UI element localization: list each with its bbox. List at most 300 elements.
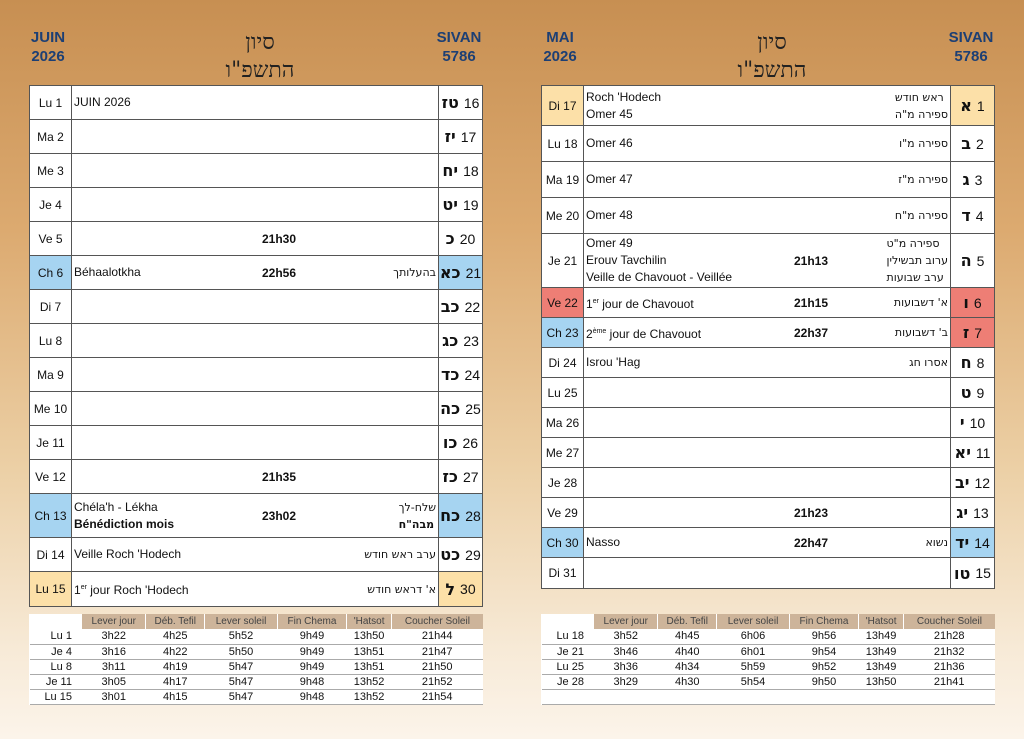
event-line: Veille Roch 'Hodech	[74, 547, 182, 561]
time-cell: 13h49	[859, 644, 903, 659]
hebrew-event-line: ספירה מ"ז	[898, 173, 948, 186]
event-line: Isrou 'Hag	[586, 355, 641, 369]
column-header: Lever soleil	[717, 614, 789, 629]
hebrew-year: התשפ"ו	[737, 58, 807, 83]
hebrew-event-line: א' דראש חודש	[367, 582, 436, 596]
time-cell: 21h44	[391, 629, 483, 644]
right-page	[512, 0, 1024, 739]
day-label: Me 10	[30, 392, 72, 425]
hebrew-date-letter: יג	[956, 503, 969, 522]
day-event-cell	[584, 468, 950, 497]
day-label: Lu 25	[542, 378, 584, 407]
day-row	[30, 290, 482, 324]
empty-cell	[789, 689, 859, 704]
hebrew-event-text	[895, 318, 948, 347]
table-row	[542, 674, 996, 689]
day-row	[30, 188, 482, 222]
column-header	[30, 614, 82, 629]
hebrew-date	[950, 558, 994, 588]
time-cell: 21h54	[391, 689, 483, 704]
time-cell: 4h17	[146, 674, 205, 689]
hebrew-date	[438, 290, 482, 323]
time-cell: 13h52	[347, 674, 391, 689]
hebrew-date	[438, 324, 482, 357]
event-line: Bénédiction mois	[74, 516, 175, 531]
hebrew-date-letter: ל	[445, 579, 456, 599]
hebrew-date-letter: כא	[439, 263, 461, 282]
day-event-cell	[72, 154, 438, 187]
hebrew-calendar-month: SIVAN	[948, 29, 994, 46]
time-cell: 13h51	[347, 659, 391, 674]
day-label: Je 11	[30, 426, 72, 459]
time-cell: 13h49	[859, 659, 903, 674]
hebrew-calendar-header	[944, 28, 998, 66]
hebrew-date-letter: טז	[441, 93, 459, 112]
event-text	[74, 256, 141, 289]
hebrew-date	[950, 126, 994, 161]
time-cell: 5h50	[205, 644, 277, 659]
event-line: Chéla'h - Lékha	[74, 499, 158, 514]
time-cell: 21h50	[391, 659, 483, 674]
column-header	[542, 614, 594, 629]
day-label: Ma 26	[542, 408, 584, 437]
event-line: JUIN 2026	[74, 95, 131, 109]
hebrew-date-letter: כ	[445, 229, 455, 248]
hebrew-header	[702, 29, 842, 85]
time-cell: 3h01	[82, 689, 146, 704]
hebrew-date	[438, 494, 482, 537]
time-cell: 21h28	[903, 629, 995, 644]
zmanim-table-wrap	[541, 614, 995, 705]
event-line: Omer 45	[586, 106, 633, 121]
day-event-cell	[584, 558, 950, 588]
day-event-cell	[584, 438, 950, 467]
event-line: Erouv Tavchilin	[586, 253, 667, 267]
hebrew-date-letter: יט	[442, 195, 458, 214]
day-label: Je 4	[30, 188, 72, 221]
day-label: Me 27	[542, 438, 584, 467]
hebrew-date-number: 21	[465, 264, 482, 281]
hebrew-date	[438, 392, 482, 425]
day-row	[30, 120, 482, 154]
row-day: Lu 8	[30, 659, 82, 674]
event-line	[586, 323, 701, 343]
time-cell: 3h05	[82, 674, 146, 689]
hebrew-date-number: 1	[976, 97, 985, 114]
hebrew-event-text	[895, 86, 948, 125]
event-line: Omer 48	[586, 208, 633, 222]
zmanim-table	[541, 614, 995, 705]
hebrew-date	[950, 378, 994, 407]
column-header: Fin Chema	[277, 614, 347, 629]
hebrew-event-line: ב' דשבועות	[894, 326, 948, 339]
gregorian-header	[540, 28, 580, 66]
day-label: Ve 29	[542, 498, 584, 527]
hebrew-event-line: בהעלותך	[393, 266, 436, 279]
hebrew-date-number: 13	[973, 504, 989, 521]
time-cell: 3h46	[594, 644, 658, 659]
day-label: Je 28	[542, 468, 584, 497]
hebrew-date-letter: י	[959, 413, 965, 432]
event-label: jour de Chavouot	[602, 296, 694, 311]
time-cell: 13h52	[347, 689, 391, 704]
day-label: Lu 8	[30, 324, 72, 357]
column-header: Lever jour	[594, 614, 658, 629]
hebrew-date-letter: ה	[960, 251, 972, 270]
event-text	[74, 86, 131, 119]
hebrew-date	[950, 408, 994, 437]
zmanim-table-wrap	[29, 614, 483, 705]
day-event-cell	[584, 126, 950, 161]
hebrew-date-number: 3	[974, 171, 983, 188]
day-event-cell	[72, 324, 438, 357]
day-row	[542, 288, 994, 318]
hebrew-event-line: מבה"ח	[398, 517, 435, 531]
hebrew-date-letter: ג	[962, 170, 970, 189]
hebrew-event-line: ספירה מ"ו	[899, 137, 948, 150]
time-cell: 3h36	[594, 659, 658, 674]
hebrew-date-number: 25	[465, 400, 481, 417]
day-label: Lu 18	[542, 126, 584, 161]
hebrew-event-text	[887, 234, 949, 287]
time-cell: 5h47	[205, 674, 277, 689]
empty-cell	[542, 689, 594, 704]
time-cell: 13h49	[859, 629, 903, 644]
event-line: Omer 49	[586, 236, 633, 250]
day-event-cell	[72, 426, 438, 459]
empty-cell	[903, 689, 995, 704]
day-event-cell	[72, 538, 438, 571]
hebrew-date-number: 9	[976, 384, 985, 401]
day-label: Ch 23	[542, 318, 584, 347]
hebrew-date-number: 26	[462, 434, 479, 451]
day-label: Ch 13	[30, 494, 72, 537]
hebrew-date	[950, 234, 994, 287]
row-day: Lu 1	[30, 629, 82, 644]
day-row	[30, 324, 482, 358]
event-text	[586, 86, 661, 125]
event-text	[586, 162, 633, 197]
event-line: Veille de Chavouot - Veillée	[586, 270, 733, 284]
hebrew-date	[950, 438, 994, 467]
day-event-cell	[72, 86, 438, 119]
day-event-cell	[584, 498, 950, 527]
day-label: Ch 30	[542, 528, 584, 557]
hebrew-date-number: 11	[975, 444, 991, 461]
hebrew-date	[438, 358, 482, 391]
hebrew-event-text	[364, 538, 436, 571]
time-cell: 3h52	[594, 629, 658, 644]
time-cell: 9h50	[789, 674, 859, 689]
hebrew-event-text	[367, 572, 436, 606]
day-row	[30, 86, 482, 120]
day-row	[30, 538, 482, 572]
hebrew-date-number: 4	[975, 207, 984, 224]
candle-lighting-time: 22h47	[794, 535, 829, 550]
day-label: Me 20	[542, 198, 584, 233]
calendar-grid	[541, 85, 995, 589]
candle-lighting-time: 21h30	[262, 231, 297, 246]
day-row	[542, 498, 994, 528]
hebrew-date-number: 24	[464, 366, 481, 383]
empty-cell	[717, 689, 789, 704]
hebrew-event-line: ערב שבועות	[886, 271, 944, 284]
hebrew-date-letter: כו	[442, 433, 458, 452]
hebrew-date	[950, 348, 994, 377]
hebrew-date-letter: כז	[442, 467, 458, 486]
event-line: Nasso	[586, 535, 621, 549]
ordinal-number: 2	[586, 326, 593, 341]
column-header: 'Hatsot	[347, 614, 391, 629]
day-event-cell	[584, 408, 950, 437]
hebrew-event-line: ספירה מ"ח	[894, 209, 948, 222]
hebrew-calendar-year: 5786	[442, 48, 476, 65]
hebrew-date-letter: ב	[961, 134, 971, 153]
time-cell: 9h49	[277, 659, 347, 674]
day-row	[542, 198, 994, 234]
day-row	[542, 468, 994, 498]
hebrew-calendar-year: 5786	[954, 48, 988, 65]
ordinal-suffix: er	[592, 297, 599, 305]
time-cell: 5h52	[205, 629, 277, 644]
hebrew-event-text	[925, 528, 948, 557]
time-cell: 9h49	[277, 644, 347, 659]
hebrew-date-letter: כח	[440, 506, 461, 525]
day-row	[542, 318, 994, 348]
day-event-cell	[72, 290, 438, 323]
column-header: Déb. Tefil	[146, 614, 205, 629]
hebrew-date	[438, 120, 482, 153]
hebrew-date-number: 20	[459, 230, 476, 247]
day-label: Me 3	[30, 154, 72, 187]
day-event-cell	[72, 188, 438, 221]
day-event-cell	[72, 222, 438, 255]
column-header: Fin Chema	[789, 614, 859, 629]
hebrew-date	[950, 288, 994, 317]
hebrew-date-number: 14	[974, 534, 990, 551]
event-line: Omer 47	[586, 172, 633, 186]
day-label: Di 24	[542, 348, 584, 377]
event-text	[586, 348, 640, 377]
column-header: Coucher Soleil	[391, 614, 483, 629]
time-cell: 3h22	[82, 629, 146, 644]
table-row	[30, 659, 484, 674]
day-event-cell	[584, 348, 950, 377]
event-line	[586, 293, 694, 313]
event-text	[586, 288, 694, 317]
hebrew-date	[438, 222, 482, 255]
gregorian-year: 2026	[31, 48, 65, 65]
day-row	[30, 494, 482, 538]
gregorian-month: JUIN	[30, 29, 66, 46]
day-row	[30, 222, 482, 256]
event-text	[586, 126, 633, 161]
day-event-cell	[584, 234, 950, 287]
hebrew-date-letter: ט	[960, 383, 972, 402]
hebrew-event-text	[399, 494, 436, 537]
hebrew-event-line: ערב ראש חודש	[364, 548, 436, 561]
day-event-cell	[72, 460, 438, 493]
time-cell: 5h47	[205, 689, 277, 704]
hebrew-calendar-header	[432, 28, 486, 66]
zmanim-table	[29, 614, 483, 705]
ordinal-suffix: ème	[592, 327, 607, 335]
row-day: Lu 18	[542, 629, 594, 644]
hebrew-date-letter: א	[960, 96, 972, 115]
event-line: Roch 'Hodech	[586, 89, 661, 104]
hebrew-date-number: 7	[974, 324, 983, 341]
day-label: Lu 1	[30, 86, 72, 119]
day-row	[30, 358, 482, 392]
hebrew-date-letter: יא	[954, 443, 971, 462]
day-label: Di 14	[30, 538, 72, 571]
day-row	[30, 426, 482, 460]
hebrew-event-text	[393, 256, 436, 289]
day-event-cell	[72, 358, 438, 391]
hebrew-date	[438, 460, 482, 493]
hebrew-date-letter: ח	[960, 353, 972, 372]
hebrew-month: סיון	[757, 30, 787, 55]
event-text	[586, 234, 732, 287]
hebrew-date-number: 15	[975, 565, 991, 581]
time-cell: 21h52	[391, 674, 483, 689]
event-text	[586, 528, 620, 557]
hebrew-event-line: ספירה מ"ה	[894, 107, 948, 121]
hebrew-date-number: 12	[974, 474, 991, 491]
time-cell: 9h48	[277, 674, 347, 689]
hebrew-date-number: 22	[464, 298, 481, 315]
time-cell: 13h50	[859, 674, 903, 689]
row-day: Je 11	[30, 674, 82, 689]
hebrew-date-number: 30	[460, 581, 476, 597]
hebrew-event-text	[898, 162, 948, 197]
empty-cell	[594, 689, 658, 704]
table-header-row	[542, 614, 996, 629]
calendar-grid	[29, 85, 483, 607]
hebrew-date-letter: יב	[954, 473, 970, 492]
column-header: Coucher Soleil	[903, 614, 995, 629]
time-cell: 9h48	[277, 689, 347, 704]
hebrew-date-letter: ז	[962, 323, 970, 342]
ordinal-number: 1	[74, 583, 81, 597]
day-row	[542, 528, 994, 558]
day-event-cell	[584, 528, 950, 557]
day-row	[542, 126, 994, 162]
table-row	[542, 659, 996, 674]
hebrew-date	[438, 538, 482, 571]
hebrew-date-number: 18	[463, 162, 479, 179]
event-line: Omer 46	[586, 136, 633, 150]
hebrew-event-text	[894, 288, 948, 317]
row-day: Je 21	[542, 644, 594, 659]
day-row	[542, 378, 994, 408]
hebrew-date	[950, 318, 994, 347]
time-cell: 13h51	[347, 644, 391, 659]
day-row	[542, 408, 994, 438]
hebrew-date-letter: ו	[963, 293, 969, 312]
time-cell: 5h47	[205, 659, 277, 674]
event-line	[74, 579, 189, 599]
row-day: Je 4	[30, 644, 82, 659]
candle-lighting-time: 21h13	[794, 253, 829, 268]
candle-lighting-time: 23h02	[262, 508, 297, 523]
table-header-row	[30, 614, 484, 629]
time-cell: 9h52	[789, 659, 859, 674]
hebrew-date	[950, 162, 994, 197]
hebrew-date-letter: טו	[954, 563, 971, 583]
table-row	[30, 629, 484, 644]
hebrew-date-letter: כד	[440, 365, 460, 384]
event-line: Béhaalotkha	[74, 265, 141, 279]
day-label: Ma 19	[542, 162, 584, 197]
row-day: Je 28	[542, 674, 594, 689]
day-row	[542, 348, 994, 378]
time-cell: 4h22	[146, 644, 205, 659]
hebrew-date-number: 23	[463, 332, 479, 349]
hebrew-event-line: א' דשבועות	[893, 296, 948, 309]
hebrew-date	[950, 86, 994, 125]
hebrew-date-number: 19	[463, 196, 479, 213]
hebrew-date-number: 2	[975, 135, 984, 152]
event-label: jour Roch 'Hodech	[90, 583, 189, 597]
day-event-cell	[72, 494, 438, 537]
hebrew-date-letter: כט	[440, 545, 461, 564]
hebrew-date-number: 5	[976, 252, 985, 269]
time-cell: 4h30	[658, 674, 717, 689]
day-label: Di 17	[542, 86, 584, 125]
hebrew-date-letter: ד	[961, 206, 971, 225]
time-cell: 5h59	[717, 659, 789, 674]
column-header: Déb. Tefil	[658, 614, 717, 629]
time-cell: 21h47	[391, 644, 483, 659]
time-cell: 4h25	[146, 629, 205, 644]
time-cell: 4h34	[658, 659, 717, 674]
column-header: 'Hatsot	[859, 614, 903, 629]
row-day: Lu 25	[542, 659, 594, 674]
empty-cell	[658, 689, 717, 704]
hebrew-header	[190, 29, 330, 85]
day-event-cell	[72, 256, 438, 289]
day-row	[30, 572, 482, 606]
gregorian-month: MAI	[546, 29, 574, 46]
day-label: Ma 2	[30, 120, 72, 153]
table-row	[542, 629, 996, 644]
hebrew-date-letter: יד	[955, 533, 970, 552]
empty-cell	[859, 689, 903, 704]
hebrew-date	[950, 198, 994, 233]
time-cell: 4h19	[146, 659, 205, 674]
time-cell: 13h50	[347, 629, 391, 644]
event-text	[586, 198, 633, 233]
day-event-cell	[584, 318, 950, 347]
hebrew-event-line: ראש חודש	[894, 90, 944, 104]
hebrew-year: התשפ"ו	[225, 58, 295, 83]
day-label: Ve 22	[542, 288, 584, 317]
day-row	[542, 86, 994, 126]
day-row	[30, 256, 482, 290]
day-label: Ma 9	[30, 358, 72, 391]
column-header: Lever soleil	[205, 614, 277, 629]
hebrew-date	[438, 188, 482, 221]
hebrew-date-number: 17	[460, 128, 477, 145]
hebrew-date	[438, 86, 482, 119]
candle-lighting-time: 21h23	[794, 505, 829, 520]
hebrew-date-letter: יח	[442, 161, 459, 180]
hebrew-date-letter: יז	[444, 127, 456, 146]
day-event-cell	[584, 378, 950, 407]
event-label: jour de Chavouot	[609, 326, 702, 341]
candle-lighting-time: 22h56	[262, 265, 297, 280]
